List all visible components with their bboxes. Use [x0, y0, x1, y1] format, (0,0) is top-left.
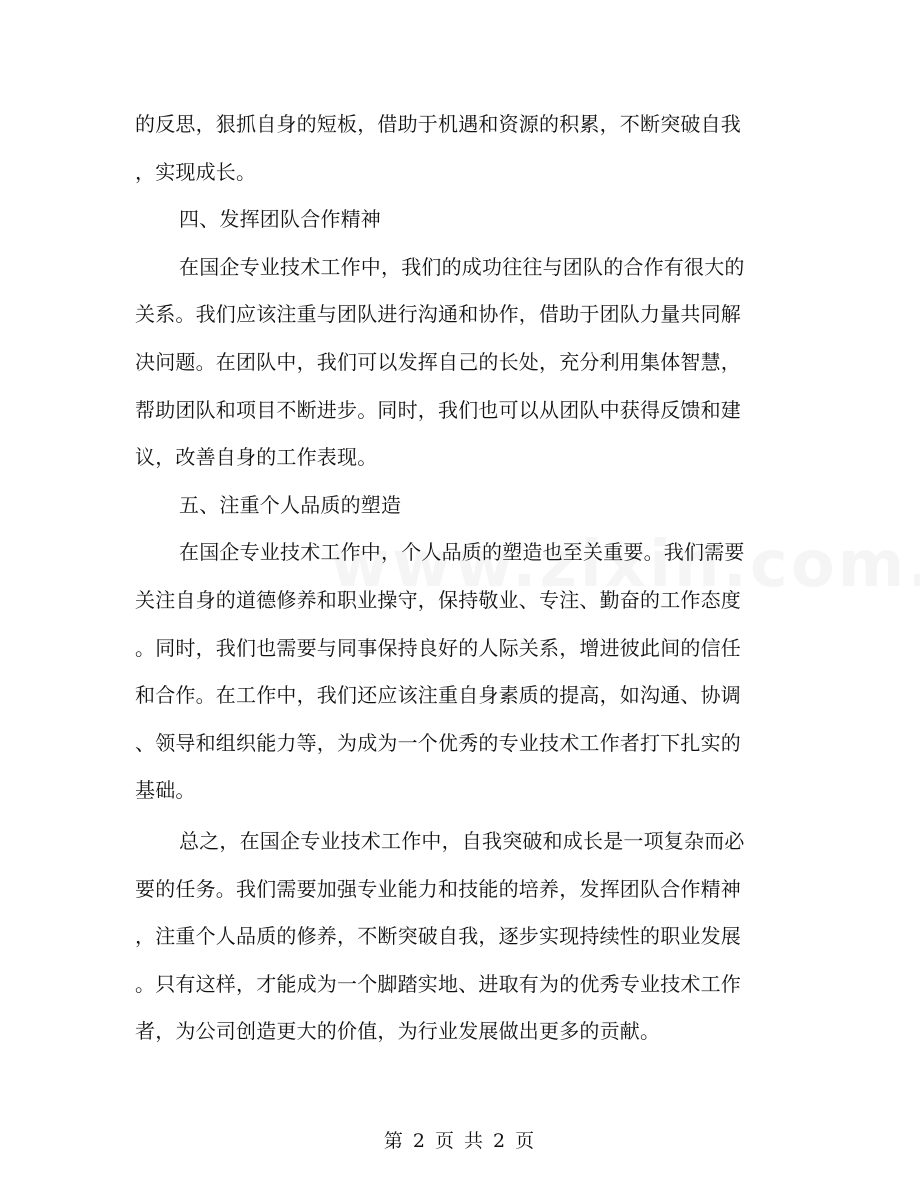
- section-heading: 四、发挥团队合作精神: [179, 207, 381, 232]
- document-body: [135, 101, 775, 1056]
- text-line: ，实现成长。: [135, 159, 257, 184]
- text-line: 。同时，我们也需要与同事保持良好的人际关系，增进彼此间的信任: [135, 635, 741, 660]
- text-line: 在国企专业技术工作中，我们的成功往往与团队的合作有很大的: [179, 254, 745, 279]
- page-footer: [0, 1126, 920, 1153]
- text-line: 和合作。在工作中，我们还应该注重自身素质的提高，如沟通、协调: [135, 683, 741, 708]
- text-line: 基础。: [135, 778, 196, 803]
- text-line: 者，为公司创造更大的价值，为行业发展做出更多的贡献。: [135, 1019, 661, 1044]
- text-line: 要的任务。我们需要加强专业能力和技能的培养，发挥团队合作精神: [135, 876, 741, 901]
- text-line: ，注重个人品质的修养，不断突破自我，逐步实现持续性的职业发展: [135, 924, 741, 949]
- text-line: 在国企专业技术工作中，个人品质的塑造也至关重要。我们需要: [179, 540, 745, 565]
- text-line: 关系。我们应该注重与团队进行沟通和协作，借助于团队力量共同解: [135, 302, 741, 327]
- text-line: 帮助团队和项目不断进步。同时，我们也可以从团队中获得反馈和建: [135, 397, 741, 422]
- text-line: 关注自身的道德修养和职业操守，保持敬业、专注、勤奋的工作态度: [135, 587, 741, 612]
- section-heading: 五、注重个人品质的塑造: [179, 492, 402, 517]
- text-line: 的反思，狠抓自身的短板，借助于机遇和资源的积累，不断突破自我: [135, 112, 741, 136]
- text-line: 决问题。在团队中，我们可以发挥自己的长处，充分利用集体智慧，: [135, 349, 741, 374]
- page-number: 第 2 页 共 2 页: [383, 1130, 537, 1152]
- text-line: 、领导和组织能力等，为成为一个优秀的专业技术工作者打下扎实的: [135, 730, 741, 755]
- text-line: 议，改善自身的工作表现。: [135, 445, 378, 470]
- text-line: 总之，在国企专业技术工作中，自我突破和成长是一项复杂而必: [179, 828, 745, 853]
- text-line: 。只有这样，才能成为一个脚踏实地、进取有为的优秀专业技术工作: [135, 971, 741, 996]
